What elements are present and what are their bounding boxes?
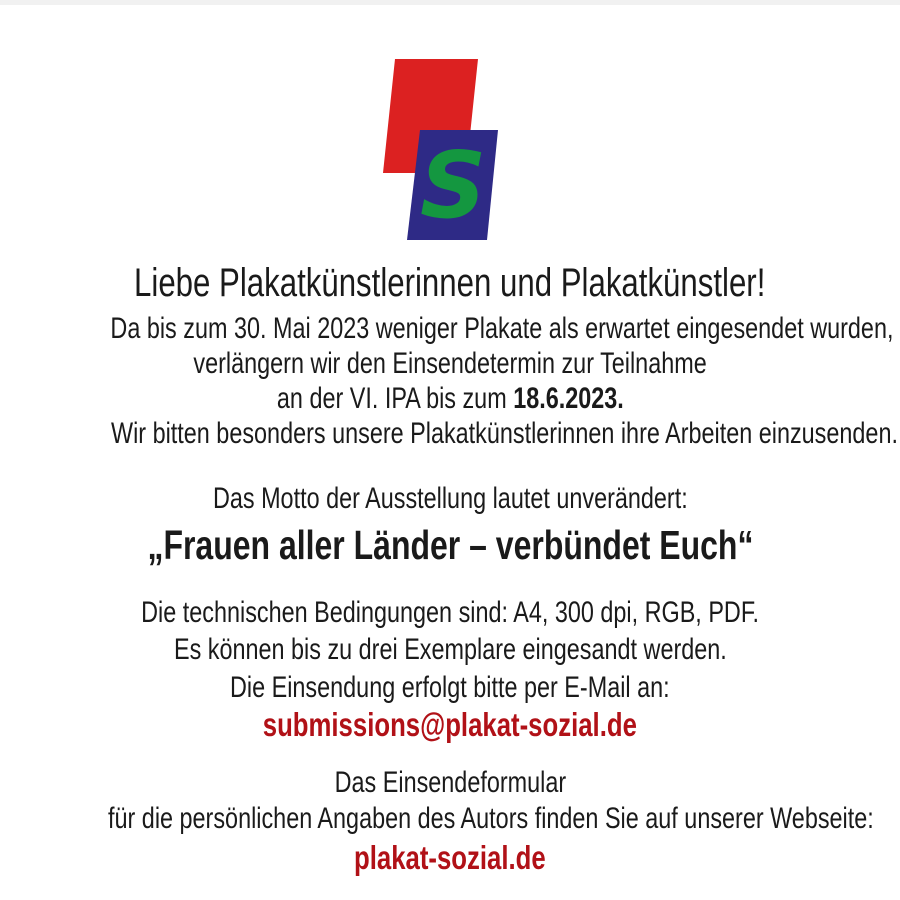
submission-email-link[interactable]: submissions@plakat-sozial.de — [262, 706, 638, 743]
top-divider — [0, 0, 900, 5]
logo-letter-s: S — [420, 132, 487, 239]
intro-line-3 — [0, 382, 900, 415]
motto-intro: Das Motto der Ausstellung lautet unverändert: — [212, 482, 688, 515]
page-title: Liebe Plakatkünstlerinnen und Plakatkünstler! — [134, 261, 766, 305]
email-intro-line: Die Einsendung erfolgt bitte per E-Mail an: — [230, 671, 670, 704]
intro-line-4: Wir bitten besonders unsere Plakatkünstlerinnen ihre Arbeiten einzusenden. — [110, 417, 898, 450]
form-line-2: für die persönlichen Angaben des Autors finden Sie auf unserer Webseite: — [107, 802, 874, 835]
form-line-1: Das Einsendeformular — [334, 766, 566, 799]
website-link[interactable]: plakat-sozial.de — [354, 839, 546, 876]
intro-line-2: verlängern wir den Einsendetermin zur Teilnahme — [193, 347, 707, 380]
deadline-date: 18.6.2023. — [512, 382, 624, 415]
deadline-prefix: an der VI. IPA bis zum — [276, 382, 513, 415]
tech-conditions-line: Die technischen Bedingungen sind: A4, 300 dpi, RGB, PDF. — [141, 596, 759, 629]
copies-line: Es können bis zu drei Exemplare eingesandt werden. — [173, 633, 727, 666]
motto-text: „Frauen aller Länder – verbündet Euch“ — [146, 522, 753, 568]
plakat-sozial-logo — [370, 45, 530, 255]
intro-line-1: Da bis zum 30. Mai 2023 weniger Plakate als erwartet eingesendet wurden, — [110, 312, 894, 345]
